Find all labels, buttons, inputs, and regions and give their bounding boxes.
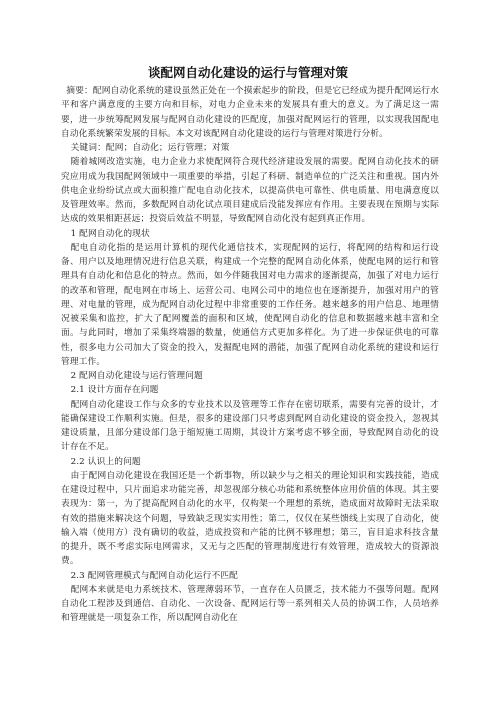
section-2-2-paragraph: 由于配网自动化建设在我国还是一个新事物，所以缺少与之相关的理论知识和实践技能，造成在建设过程中，只片面追求功能完善，却忽视部分核心功能和系统整体应用价值的体现。其主要表现为：第一，为了提高配网自动化的水平，仅构架一个理想的系统，造成面对故障时无法采取有效的措施来解决这个问题，导致缺乏现实实用性；第二，仅仅在某些馈线上实现了自动化，使输入端（使用方）没有确切的收益，造成投资和产能的比例不够理想；第三，盲目追求科技含量的提升，既不考虑实际电网需求，又无与之匹配的管理制度进行有效管理，造成较大的资源浪费。 [61, 470, 439, 567]
keywords-line: 关键词：配网；自动化；运行管理；对策 [70, 143, 230, 153]
intro-paragraph: 随着城网改造实施，电力企业力求使配网符合现代经济建设发展的需要。配网自动化技术的研究应用成为我国配网领域中一项重要的举措，引起了科研、制造单位的广泛关注和重视。国内外供电企业纷纷试点或大面积推广配电自动化技术，以提高供电可靠性、供电质量、用电满意度以及管理效率。然而，多数配网自动化试点项目建成后没能发挥应有作用。主要表现在预期与实际达成的效果相距甚远；投资后效益不明显，导致配网自动化没有起到真正作用。 [61, 157, 439, 225]
section-1-heading: 1 配网自动化的现状 [70, 228, 150, 239]
section-2-1-heading: 2.1 设计方面存在问题 [70, 385, 159, 396]
section-1-paragraph: 配电自动化指的是运用计算机的现代化通信技术，实现配网的运行，将配网的结构和运行设备、用户以及地理情况进行信息关联，构建成一个完整的配网自动化体系，使配电网的运行和管理具有自动化和信息化的特点。然而，如今伴随我国对电力需求的逐渐提高，加强了对电力运行的改革和管理，配电网在市场上、运营公司、电网公司中的地位也在逐渐提升，加强对用户的管理、对电量的管理，成为配网自动化过程中非常重要的工作任务。越来越多的用户信息、地理情况被采集和监控，扩大了配网覆盖的面积和区域，使配网自动化的信息和数据越来越丰富和全面。与此同时，增加了采集终端器的数量，使通信方式更加多样化。为了进一步保证供电的可靠性，很多电力公司加大了资金的投入，发掘配电网的潜能，加强了配网自动化系统的建设和运行管理工作。 [61, 242, 439, 367]
page-title: 谈配网自动化建设的运行与管理对策 [147, 65, 348, 80]
section-2-2-heading: 2.2 认识上的问题 [70, 456, 141, 467]
section-2-heading: 2 配网自动化建设与运行管理问题 [70, 371, 203, 381]
abstract-paragraph: 摘要：配网自动化系统的建设虽然正处在一个摸索起步的阶段，但是它已经成为提升配网运行水平和客户满意度的主要方向和目标，对电力企业未来的发展具有重大的意义。为了满足这一需要，进一步统筹配网发展与配网自动化建设的匹配度，加强对配网运行的管理，以实现我国配电自动化系统繁荣发展的目标。本文对该配网自动化建设的运行与管理对策进行分析。 [61, 86, 439, 139]
document-body [61, 84, 439, 626]
section-2-3-heading: 2.3 配网管理模式与配网自动化运行不匹配 [70, 570, 238, 581]
section-2-3-paragraph: 配网本来就是电力系统技术、管理薄弱环节，一直存在人员匮乏，技术能力不强等问题。配网自动化工程涉及到通信、自动化、一次设备、配网运行等一系列相关人员的协调工作，人员培养和管理就是一项复杂工作，所以配网自动化在 [61, 584, 439, 624]
section-2-1-paragraph: 配网自动化建设工作与众多的专业技术以及管理等工作存在密切联系，需要有完善的设计，才能确保建设工作顺利实施。但是，很多的建设部门只考虑到配网自动化建设的资金投入，忽视其建设质量，且部分建设部门急于缩短施工周期，其设计方案考虑不够全面，导致配网自动化的设计存在不足。 [61, 399, 439, 453]
